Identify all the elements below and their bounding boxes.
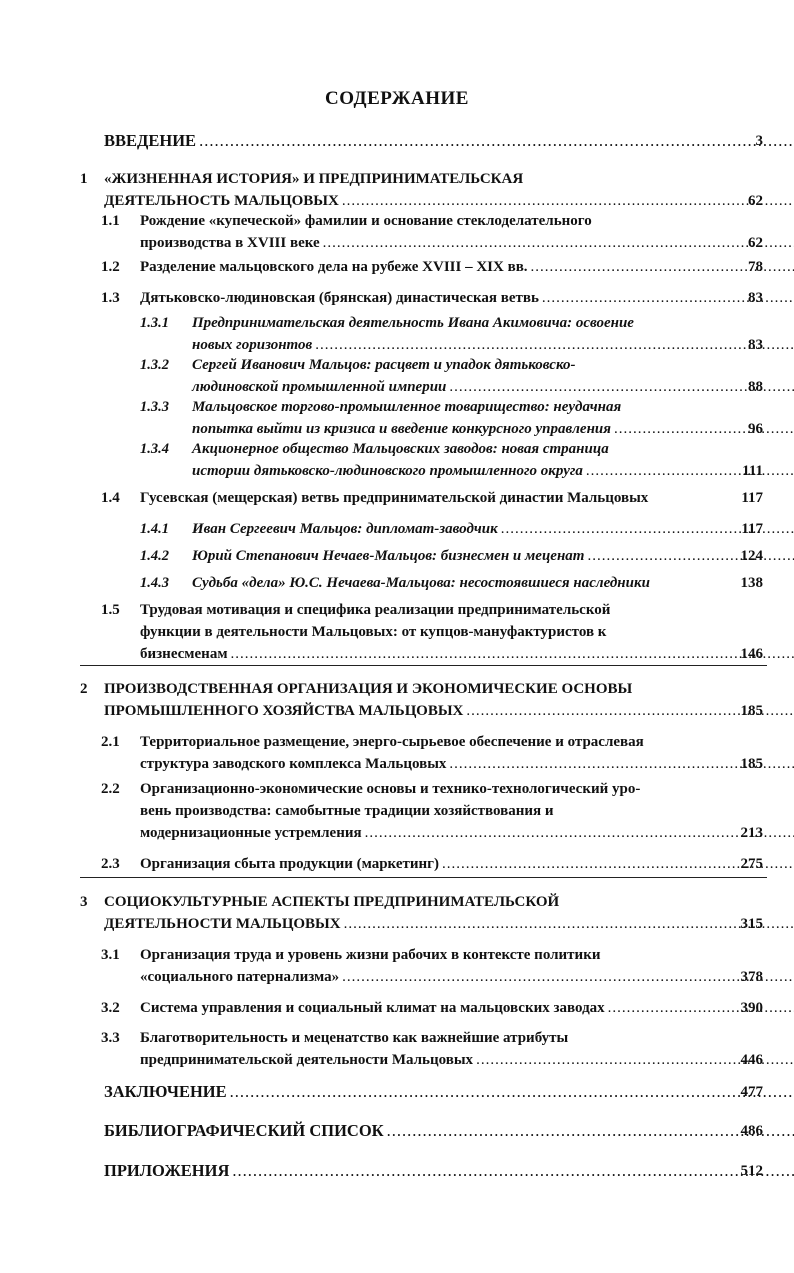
toc-entry-line: «ЖИЗНЕННАЯ ИСТОРИЯ» И ПРЕДПРИНИМАТЕЛЬСКАЯ xyxy=(104,171,524,187)
toc-page-number: 275 xyxy=(740,856,763,872)
toc-entry-s1-3-3 xyxy=(0,396,794,440)
dot-leader xyxy=(608,1000,794,1016)
toc-entry-line: попытка выйти из кризиса и введение конкурсного управления xyxy=(192,421,611,437)
chapter-divider xyxy=(80,877,767,878)
toc-page-number: 83 xyxy=(748,337,763,353)
toc-entry-s1-2 xyxy=(0,256,794,278)
toc-entry-number: 1.5 xyxy=(101,602,120,618)
toc-entry-biblio xyxy=(0,1120,794,1142)
toc-entry-number: 1.4 xyxy=(101,490,120,506)
toc-page-number: 117 xyxy=(741,490,763,506)
toc-page-number: 185 xyxy=(740,703,763,719)
toc-page-number: 117 xyxy=(741,521,763,537)
toc-entry-line: Мальцовское торгово-промышленное товарищество: неудачная xyxy=(192,399,622,415)
toc-entry-number: 3.1 xyxy=(101,947,120,963)
toc-entry-line: Благотворительность и меценатство как важнейшие атрибуты xyxy=(140,1030,569,1046)
toc-entry-line: Гусевская (мещерская) ветвь предпринимательской династии Мальцовых xyxy=(140,490,649,506)
toc-page-number: 88 xyxy=(748,379,763,395)
toc-entry-line: Юрий Степанович Нечаев-Мальцов: бизнесмен и меценат xyxy=(192,548,585,564)
toc-entry-title xyxy=(140,1027,722,1071)
toc-entry-title xyxy=(140,778,722,844)
toc-entry-line: Территориальное размещение, энерго-сырьевое обеспечение и отраслевая xyxy=(140,734,644,750)
toc-page-number: 96 xyxy=(748,421,763,437)
toc-entry-number: 1.2 xyxy=(101,259,120,275)
toc-entry-line: Трудовая мотивация и специфика реализации предпринимательской xyxy=(140,602,611,618)
toc-entry-line: структура заводского комплекса Мальцовых xyxy=(140,756,447,772)
toc-entry-number: 1.3.3 xyxy=(140,399,169,415)
dot-leader xyxy=(449,379,794,395)
toc-entry-s1-1 xyxy=(0,210,794,254)
toc-page-number: 315 xyxy=(740,916,763,932)
toc-page-number: 83 xyxy=(748,290,763,306)
toc-entry-line: предпринимательской деятельности Мальцовых xyxy=(140,1052,474,1068)
toc-entry-s2-2 xyxy=(0,778,794,844)
toc-entry-number: 1.4.2 xyxy=(140,548,169,564)
dot-leader xyxy=(323,235,794,251)
dot-leader xyxy=(231,646,794,662)
toc-page-number: 3 xyxy=(755,133,763,149)
toc-entry-s3-2 xyxy=(0,997,794,1019)
dot-leader xyxy=(344,916,794,932)
toc-entry-title xyxy=(192,518,722,540)
toc-entry-appx xyxy=(0,1160,794,1182)
toc-page-number: 78 xyxy=(748,259,763,275)
toc-entry-number: 1.3.4 xyxy=(140,441,169,457)
toc-entry-ch3 xyxy=(0,891,794,935)
toc-entry-line: производства в XVIII веке xyxy=(140,235,320,251)
toc-entry-number: 2.1 xyxy=(101,734,120,750)
toc-entry-s1-5 xyxy=(0,599,794,665)
toc-entry-line: ВВЕДЕНИЕ xyxy=(104,131,197,150)
toc-entry-title xyxy=(104,1081,722,1103)
toc-page-number: 378 xyxy=(740,969,763,985)
toc-entry-title xyxy=(140,853,722,875)
dot-leader xyxy=(230,1082,794,1101)
toc-entry-line: истории дятьковско-людиновского промышленного округа xyxy=(192,463,583,479)
toc-entry-line: ПРИЛОЖЕНИЯ xyxy=(104,1161,230,1180)
toc-entry-s1-3-1 xyxy=(0,312,794,356)
toc-entry-line: Акционерное общество Мальцовских заводов: новая страница xyxy=(192,441,609,457)
toc-entry-s2-1 xyxy=(0,731,794,775)
toc-entry-line: ЗАКЛЮЧЕНИЕ xyxy=(104,1082,227,1101)
dot-leader xyxy=(342,969,794,985)
toc-entry-s1-4-3 xyxy=(0,572,794,594)
dot-leader xyxy=(387,1121,794,1140)
toc-page-number: 486 xyxy=(740,1123,763,1139)
toc-entry-line: Дятьковско-людиновская (брянская) династическая ветвь xyxy=(140,290,539,306)
toc-entry-title xyxy=(192,545,722,567)
toc-entry-title xyxy=(104,1160,722,1182)
dot-leader xyxy=(365,825,794,841)
dot-leader xyxy=(614,421,794,437)
toc-entry-s1-3-2 xyxy=(0,354,794,398)
chapter-divider xyxy=(80,665,767,666)
toc-entry-title xyxy=(104,130,722,152)
toc-entry-title xyxy=(140,210,722,254)
dot-leader xyxy=(232,1161,794,1180)
toc-entry-number: 1.4.3 xyxy=(140,575,169,591)
toc-entry-line: Организация труда и уровень жизни рабочих в контексте политики xyxy=(140,947,601,963)
dot-leader xyxy=(315,337,794,353)
toc-entry-number: 3.2 xyxy=(101,1000,120,1016)
toc-entry-line: модернизационные устремления xyxy=(140,825,362,841)
toc-entry-title xyxy=(140,599,722,665)
toc-entry-number: 2 xyxy=(80,681,88,697)
toc-entry-ch1 xyxy=(0,168,794,212)
toc-page-number: 111 xyxy=(742,463,763,479)
dot-leader xyxy=(199,131,794,150)
toc-entry-title xyxy=(140,944,722,988)
toc-entry-line: бизнесменам xyxy=(140,646,228,662)
toc-entry-line: «социального патернализма» xyxy=(140,969,340,985)
toc-entry-s1-3 xyxy=(0,287,794,309)
page-title: СОДЕРЖАНИЕ xyxy=(325,88,469,109)
toc-page-number: 477 xyxy=(740,1084,763,1100)
toc-page-number: 213 xyxy=(740,825,763,841)
toc-entry-title xyxy=(192,396,722,440)
toc-entry-line: ДЕЯТЕЛЬНОСТЬ МАЛЬЦОВЫХ xyxy=(104,193,339,209)
toc-entry-title xyxy=(192,572,722,594)
toc-page-number: 390 xyxy=(740,1000,763,1016)
toc-entry-title xyxy=(192,312,722,356)
toc-page-number: 446 xyxy=(740,1052,763,1068)
toc-entry-concl xyxy=(0,1081,794,1103)
toc-entry-line: СОЦИОКУЛЬТУРНЫЕ АСПЕКТЫ ПРЕДПРИНИМАТЕЛЬСКОЙ xyxy=(104,894,560,910)
toc-entry-line: Разделение мальцовского дела на рубеже XVIII – XIX вв. xyxy=(140,259,528,275)
toc-entry-line: Рождение «купеческой» фамилии и основание стеклоделательного xyxy=(140,213,592,229)
toc-entry-line: БИБЛИОГРАФИЧЕСКИЙ СПИСОК xyxy=(104,1121,384,1140)
toc-entry-line: ПРОМЫШЛЕННОГО ХОЗЯЙСТВА МАЛЬЦОВЫХ xyxy=(104,703,464,719)
toc-entry-number: 2.3 xyxy=(101,856,120,872)
toc-page-number: 62 xyxy=(748,235,763,251)
toc-page-number: 146 xyxy=(740,646,763,662)
toc-page-number: 124 xyxy=(740,548,763,564)
toc-entry-line: новых горизонтов xyxy=(192,337,313,353)
toc-entry-number: 1.1 xyxy=(101,213,120,229)
toc-entry-s3-1 xyxy=(0,944,794,988)
toc-entry-line: вень производства: самобытные традиции хозяйствования и xyxy=(140,803,554,819)
toc-entry-title xyxy=(192,438,722,482)
toc-page-number: 512 xyxy=(740,1163,763,1179)
toc-entry-line: Сергей Иванович Мальцов: расцвет и упадок дятьковско- xyxy=(192,357,576,373)
toc-entry-line: Организационно-экономические основы и технико-технологический уро- xyxy=(140,781,641,797)
toc-entry-title xyxy=(140,731,722,775)
toc-entry-line: Организация сбыта продукции (маркетинг) xyxy=(140,856,439,872)
toc-entry-line: Система управления и социальный климат на мальцовских заводах xyxy=(140,1000,605,1016)
toc-entry-number: 3.3 xyxy=(101,1030,120,1046)
toc-entry-title xyxy=(140,256,722,278)
toc-entry-title xyxy=(140,997,722,1019)
toc-entry-number: 1.3.1 xyxy=(140,315,169,331)
toc-entry-title xyxy=(104,168,722,212)
toc-entry-title xyxy=(140,287,722,309)
toc-entry-s3-3 xyxy=(0,1027,794,1071)
toc-entry-title xyxy=(104,891,722,935)
toc-entry-title xyxy=(104,1120,722,1142)
toc-entry-s1-3-4 xyxy=(0,438,794,482)
toc-page-number: 185 xyxy=(740,756,763,772)
dot-leader xyxy=(587,548,794,564)
toc-entry-s1-4-2 xyxy=(0,545,794,567)
toc-entry-number: 3 xyxy=(80,894,88,910)
toc-entry-line: ПРОИЗВОДСТВЕННАЯ ОРГАНИЗАЦИЯ И ЭКОНОМИЧЕСКИЕ ОСНОВЫ xyxy=(104,681,633,697)
toc-entry-number: 1 xyxy=(80,171,88,187)
toc-entry-s1-4-1 xyxy=(0,518,794,540)
toc-entry-line: людиновской промышленной империи xyxy=(192,379,447,395)
toc-entry-title xyxy=(140,487,722,509)
toc-entry-s1-4 xyxy=(0,487,794,509)
toc-entry-title xyxy=(104,678,722,722)
toc-page-number: 138 xyxy=(740,575,763,591)
toc-entry-number: 1.4.1 xyxy=(140,521,169,537)
toc-entry-ch2 xyxy=(0,678,794,722)
toc-page-number: 62 xyxy=(748,193,763,209)
toc-entry-line: Судьба «дела» Ю.С. Нечаева-Мальцова: несостоявшиеся наследники xyxy=(192,575,650,591)
toc-entry-line: функции в деятельности Мальцовых: от купцов-мануфактуристов к xyxy=(140,624,607,640)
toc-entry-number: 1.3.2 xyxy=(140,357,169,373)
toc-entry-line: Иван Сергеевич Мальцов: дипломат-заводчик xyxy=(192,521,498,537)
toc-entry-line: ДЕЯТЕЛЬНОСТИ МАЛЬЦОВЫХ xyxy=(104,916,341,932)
toc-entry-s2-3 xyxy=(0,853,794,875)
toc-entry-line: Предпринимательская деятельность Ивана Акимовича: освоение xyxy=(192,315,634,331)
toc-entry-title xyxy=(192,354,722,398)
dot-leader xyxy=(342,193,794,209)
toc-entry-number: 2.2 xyxy=(101,781,120,797)
toc-entry-intro xyxy=(0,130,794,152)
toc-entry-number: 1.3 xyxy=(101,290,120,306)
